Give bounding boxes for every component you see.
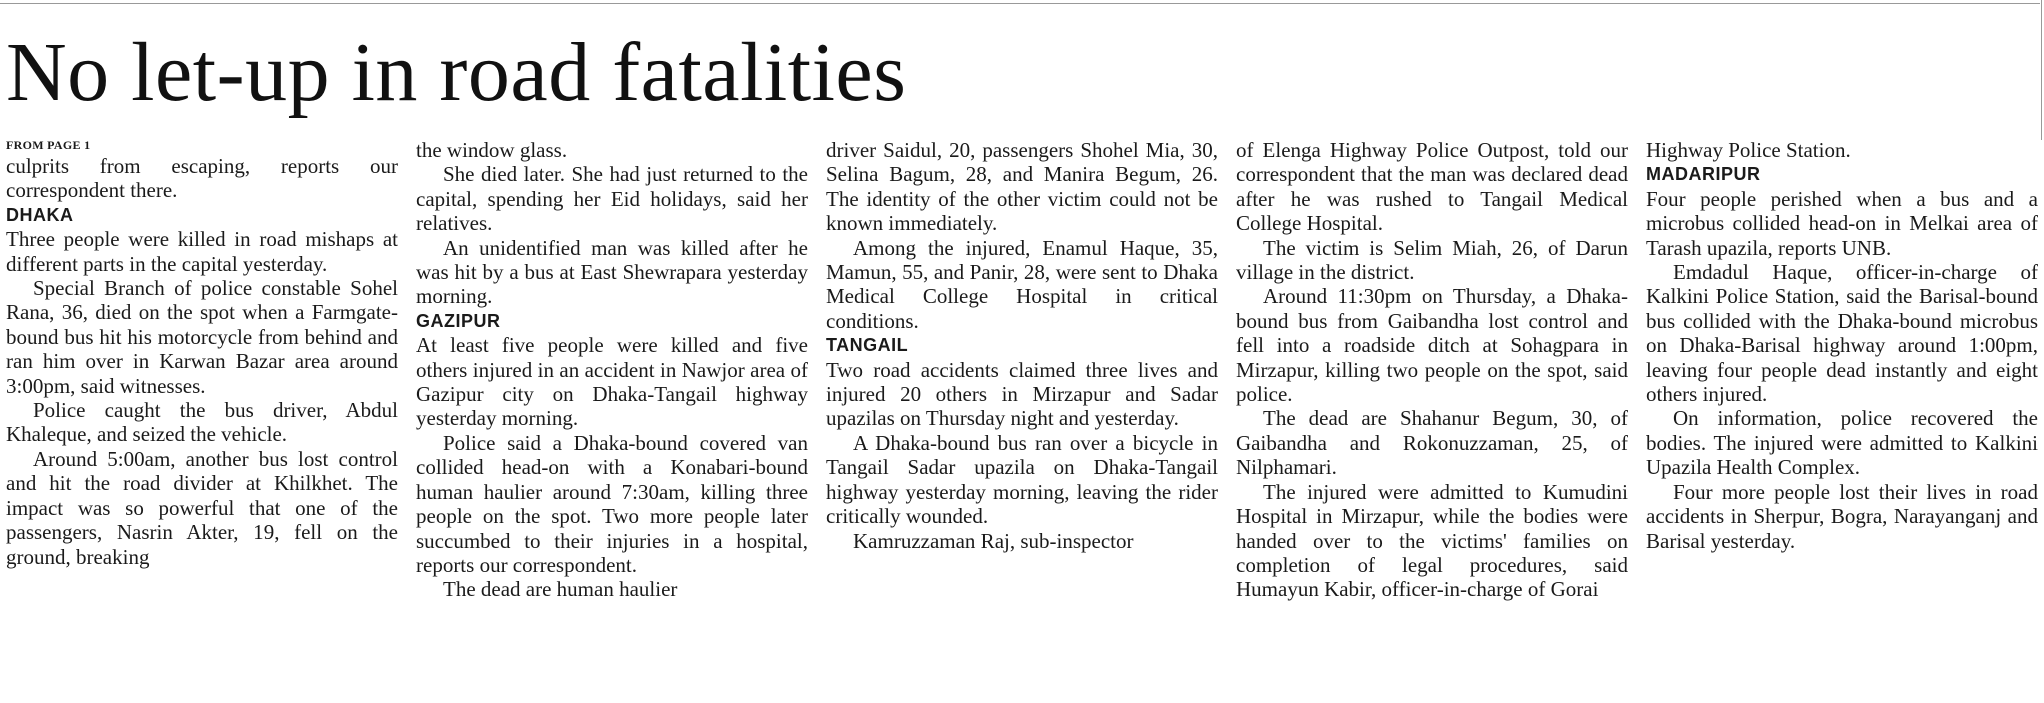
paragraph: Three people were killed in road mishaps at different parts in the capital yesterday. xyxy=(6,227,398,276)
paragraph: of Elenga Highway Police Outpost, told our correspondent that the man was declared dead after he was rushed to Tangail Medical College Hospital. xyxy=(1236,138,1628,236)
column-4 xyxy=(1236,138,1628,703)
dateline: TANGAIL xyxy=(826,335,909,356)
paragraph: Around 5:00am, another bus lost control and hit the road divider at Khilkhet. The impact was so powerful that one of the passengers, Nasrin Akter, 19, fell on the ground, breaking xyxy=(6,446,398,569)
paragraph: Police caught the bus driver, Abdul Khaleque, and seized the vehicle. xyxy=(6,398,398,447)
section-kicker: FROM PAGE 1 xyxy=(6,138,91,152)
paragraph: Highway Police Station. xyxy=(1646,138,1851,162)
paragraph: Four people perished when a bus and a microbus collided head-on in Melkai area of Tarash upazila, reports UNB. xyxy=(1646,186,2038,260)
paragraph: A Dhaka-bound bus ran over a bicycle in Tangail Sadar upazila on Dhaka-Tangail highway yesterday morning, leaving the rider critically wounded. xyxy=(826,430,1218,529)
column-3 xyxy=(826,138,1218,703)
dateline: GAZIPUR xyxy=(416,310,501,331)
paragraph: Police said a Dhaka-bound covered van collided head-on with a Konabari-bound human haulier around 7:30am, killing three people on the spot. Two more people later succumbed to their injuries in a hospital, reports our correspondent. xyxy=(416,430,808,577)
paragraph: Among the injured, Enamul Haque, 35, Mamun, 55, and Panir, 28, were sent to Dhaka Medical College Hospital in critical conditions. xyxy=(826,235,1218,333)
right-rule xyxy=(2041,0,2042,140)
paragraph: The dead are Shahanur Begum, 30, of Gaibandha and Rokonuzzaman, 25, of Nilphamari. xyxy=(1236,406,1628,480)
paragraph: At least five people were killed and five others injured in an accident in Nawjor area of Gazipur city on Dhaka-Tangail highway yesterday morning. xyxy=(416,333,808,431)
paragraph: Kamruzzaman Raj, sub-inspector xyxy=(853,528,1134,553)
column-5 xyxy=(1646,138,2038,703)
paragraph: Around 11:30pm on Thursday, a Dhaka-bound bus from Gaibandha lost control and fell into a roadside ditch at Sohagpara in Mirzapur, killing two people on the spot, said police. xyxy=(1236,284,1628,407)
top-rule xyxy=(0,3,2040,4)
column-2 xyxy=(416,138,808,703)
headline: No let-up in road fatalities xyxy=(6,26,907,119)
paragraph: The victim is Selim Miah, 26, of Darun village in the district. xyxy=(1236,235,1628,285)
paragraph: The dead are human haulier xyxy=(443,577,678,602)
paragraph: An unidentified man was killed after he was hit by a bus at East Shewrapara yesterday morning. xyxy=(416,235,808,309)
dateline: DHAKA xyxy=(6,204,74,225)
paragraph: She died later. She had just returned to the capital, spending her Eid holidays, said her relatives. xyxy=(416,162,808,236)
paragraph: On information, police recovered the bodies. The injured were admitted to Kalkini Upazila Health Complex. xyxy=(1646,406,2038,480)
paragraph: Two road accidents claimed three lives and injured 20 others in Mirzapur and Sadar upazilas on Thursday night and yesterday. xyxy=(826,357,1218,431)
column-1 xyxy=(6,138,398,703)
paragraph: The injured were admitted to Kumudini Hospital in Mirzapur, while the bodies were handed over to the victims' families on completion of legal procedures, said Humayun Kabir, officer-in-charge of Gorai xyxy=(1236,479,1628,602)
paragraph: driver Saidul, 20, passengers Shohel Mia, 30, Selina Bagum, 28, and Manira Begum, 26. The identity of the other victim could not be known immediately. xyxy=(826,138,1218,236)
dateline: MADARIPUR xyxy=(1646,164,1761,185)
paragraph: Special Branch of police constable Sohel Rana, 36, died on the spot when a Farmgate-bound bus hit his motorcycle from behind and ran him over in Karwan Bazar area around 3:00pm, said witnesses. xyxy=(6,276,398,398)
paragraph: Four more people lost their lives in road accidents in Sherpur, Bogra, Narayanganj and Barisal yesterday. xyxy=(1646,479,2038,553)
paragraph: the window glass. xyxy=(416,138,568,162)
paragraph: culprits from escaping, reports our correspondent there. xyxy=(6,154,398,203)
paragraph: Emdadul Haque, officer-in-charge of Kalkini Police Station, said the Barisal-bound bus collided with the Dhaka-bound microbus on Dhaka-Barisal highway around 1:00pm, leaving four people dead instantly and eight others injured. xyxy=(1646,260,2038,407)
